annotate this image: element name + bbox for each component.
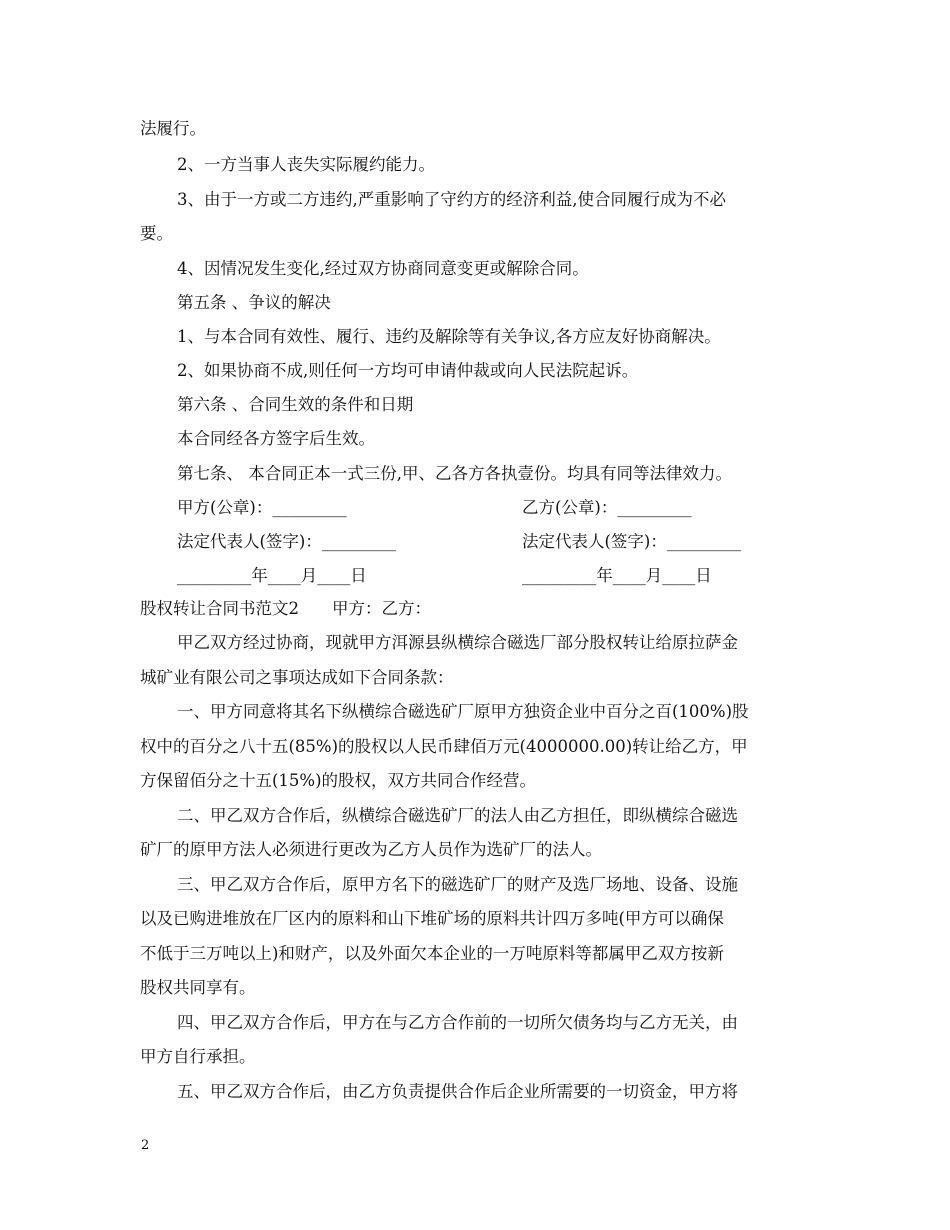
text-line: 法履行。 bbox=[140, 119, 206, 138]
party-b-seal-field: 乙方(公章)：_________ bbox=[522, 498, 692, 517]
text-line: 矿厂的原甲方法人必须进行更改为乙方人员作为选矿厂的法人。 bbox=[140, 840, 602, 859]
text-line: 甲方自行承担。 bbox=[140, 1047, 256, 1066]
party-b-representative-field: 法定代表人(签字)：_________ bbox=[522, 532, 742, 551]
article-heading: 第六条 、合同生效的条件和日期 bbox=[177, 395, 414, 414]
party-a-seal-field: 甲方(公章)：_________ bbox=[177, 498, 347, 517]
text-line: 以及已购进堆放在厂区内的原料和山下堆矿场的原料共计四万多吨(甲方可以确保 bbox=[140, 909, 724, 928]
text-line: 权中的百分之八十五(85%)的股权以人民币肆佰万元(4000000.00)转让给乙方，甲 bbox=[140, 737, 748, 756]
section-title: 股权转让合同书范文2 甲方：乙方： bbox=[140, 599, 431, 618]
text-line: 五、甲乙双方合作后，由乙方负责提供合作后企业所需要的一切资金，甲方将 bbox=[177, 1082, 738, 1101]
party-b-date-field: _________年____月____日 bbox=[522, 566, 712, 585]
text-line: 甲乙双方经过协商，现就甲方洱源县纵横综合磁选厂部分股权转让给原拉萨金 bbox=[177, 633, 738, 652]
text-line: 要。 bbox=[140, 224, 173, 243]
text-line: 四、甲乙双方合作后，甲方在与乙方合作前的一切所欠债务均与乙方无关，由 bbox=[177, 1013, 738, 1032]
text-line: 三、甲乙双方合作后，原甲方名下的磁选矿厂的财产及选厂场地、设备、设施 bbox=[177, 875, 738, 894]
text-line: 3、由于一方或二方违约,严重影响了守约方的经济利益,使合同履行成为不必 bbox=[177, 190, 726, 209]
text-line: 第七条、 本合同正本一式三份,甲、乙各方各执壹份。均具有同等法律效力。 bbox=[177, 464, 732, 483]
party-a-date-field: _________年____月____日 bbox=[177, 566, 367, 585]
text-line: 股权共同享有。 bbox=[140, 978, 256, 997]
party-a-representative-field: 法定代表人(签字)：_________ bbox=[177, 532, 397, 551]
text-line: 二、甲乙双方合作后，纵横综合磁选矿厂的法人由乙方担任，即纵横综合磁选 bbox=[177, 806, 738, 825]
text-line: 城矿业有限公司之事项达成如下合同条款： bbox=[140, 668, 454, 687]
text-line: 一、甲方同意将其名下纵横综合磁选矿厂原甲方独资企业中百分之百(100%)股 bbox=[177, 702, 749, 721]
article-heading: 第五条 、争议的解决 bbox=[177, 293, 331, 312]
text-line: 1、与本合同有效性、履行、违约及解除等有关争议,各方应友好协商解决。 bbox=[177, 327, 721, 346]
text-line: 本合同经各方签字后生效。 bbox=[177, 429, 375, 448]
text-line: 不低于三万吨以上)和财产，以及外面欠本企业的一万吨原料等都属甲乙双方按新 bbox=[140, 944, 724, 963]
text-line: 2、如果协商不成,则任何一方均可申请仲裁或向人民法院起诉。 bbox=[177, 361, 639, 380]
text-line: 4、因情况发生变化,经过双方协商同意变更或解除合同。 bbox=[177, 259, 589, 278]
page-number: 2 bbox=[141, 1138, 150, 1153]
text-line: 方保留佰分之十五(15%)的股权，双方共同合作经营。 bbox=[140, 771, 537, 790]
text-line: 2、一方当事人丧失实际履约能力。 bbox=[177, 155, 435, 174]
